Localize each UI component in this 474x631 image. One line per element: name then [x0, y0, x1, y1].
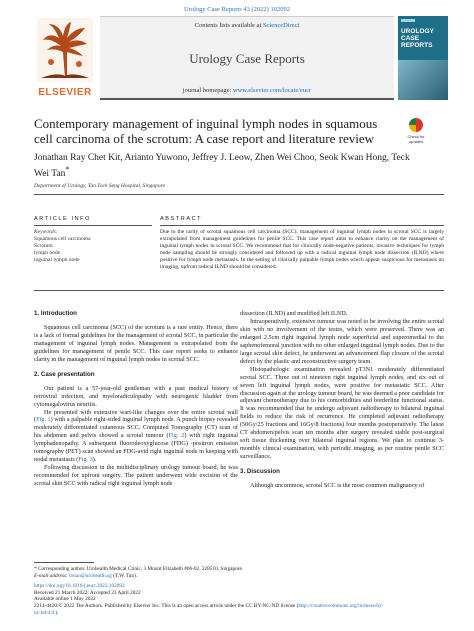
abstract-divider [160, 225, 444, 226]
abstract-heading: ABSTRACT [160, 216, 203, 222]
license-line-2 [34, 610, 444, 617]
paragraph: Our patient is a 57-year-old gentleman with a past medical history of retroviral infection, and myeloradiculopathy with neurogenic bladder from cytomegalovirus neuritis. [34, 384, 238, 408]
keyword-item: Scrotum [34, 243, 53, 249]
homepage-line [100, 87, 394, 94]
available-line: Available online 1 May 2022 [34, 596, 96, 603]
corresponding-author-mark[interactable]: * [65, 165, 70, 174]
keyword-item: inguinal lymph node [34, 257, 80, 263]
text-run: He presented with extensive wart-like changes over the entire scrotal wall ( [34, 408, 238, 424]
elsevier-logo[interactable] [34, 16, 96, 100]
paragraph: Following discussion in the multidisciplinary urology tumour board, he was recommended for upfront surgery. The patient underwent wide excision of the scrotal skin SCC with radical right inguinal lymph node [34, 464, 238, 488]
cover-mark [401, 19, 415, 22]
received-line: Received 21 March 2022; Accepted 23 April 2022 [34, 589, 141, 596]
header-divider [34, 194, 444, 195]
cover-image [398, 60, 448, 100]
keyword-item: Squamous cell carcinoma [34, 236, 91, 242]
article-info-divider [34, 225, 152, 226]
paragraph [34, 409, 238, 465]
license-end: ). [55, 609, 59, 616]
cover-title: UROLOGY CASE REPORTS [401, 28, 434, 49]
affiliation: Department of Urology, Tan Tock Seng Hospital, Singapore [34, 183, 166, 189]
email-suffix: (T.W. Tan). [111, 572, 138, 579]
footnote-block [34, 566, 444, 616]
footnote-divider [34, 562, 94, 563]
masthead [34, 16, 448, 100]
section-heading-case: 2. Case presentation [34, 370, 95, 378]
homepage-prefix: journal homepage: [182, 87, 233, 94]
email-label: E-mail address: [34, 572, 70, 579]
doi-link[interactable]: https://doi.org/10.1016/j.eucr.2022.102092 [34, 583, 125, 590]
publisher-name: ELSEVIER [38, 87, 92, 98]
contents-prefix: Contents lists available at [194, 22, 263, 29]
text-run: ). [92, 456, 97, 464]
elsevier-tree-icon [37, 18, 93, 82]
keywords-label: Keywords: [34, 229, 58, 235]
journal-cover[interactable] [398, 16, 448, 100]
text-run: ) with a palpable right-sided inguinal lymph node. A punch biopsy revealed moderately differentiated cutaneous SCC. Computed Tomography (CT) scan of his abdomen and pelvis showed a scrotal tumour ( [34, 416, 238, 440]
homepage-link[interactable]: www.elsevier.com/locate/eucr [232, 87, 312, 94]
email-line [34, 573, 444, 580]
text-run: ) with right inguinal lymphadenopathy. A subsequent fluorodeoxyglucose (FDG) -positron emission tomography (PET) scan showed an FDG-avid right inguinal node in keeping with nodal metastasis ( [34, 432, 238, 464]
author-list [34, 152, 414, 180]
article-info-heading: ARTICLE INFO [34, 216, 91, 222]
email-link[interactable]: twtan@urohealth.sg [69, 572, 112, 579]
license-link[interactable]: http://creativecommons.org/licenses/by- [298, 602, 384, 609]
journal-title: Urology Case Reports [189, 51, 305, 66]
authors-text: Jonathan Ray Chet Kit, Arianto Yuwono, Jeffrey J. Leow, Zhen Wei Choo, Seok Kwan Hong, Teck Wei Tan [34, 153, 410, 180]
check-updates-icon [409, 118, 423, 132]
figure-1-link[interactable]: Fig. 1 [36, 416, 51, 424]
paragraph: Intraoperatively, extensive tumour was noted to be involving the entire scrotal skin with no involvement of the testes, which were preserved. There was an enlarged 2.5cm right inguinal lymph node superficial and superomedial to the saphenofemoral junction with no other enlarged inguinal lymph nodes. Due to the large scrotal skin defect, he underwent an advancement flap closure of the scrotal defect by the plastic and reconstructive surgery team. [240, 317, 444, 365]
paragraph: Although uncommon, scrotal SCC is the most common malignancy of [250, 482, 425, 490]
contents-line [100, 22, 394, 29]
license-text: 2214-4420/© 2022 The Authors. Published by Elsevier Inc. This is an open access article under the CC BY-NC-ND license ( [34, 602, 299, 609]
license-line [34, 603, 444, 610]
journal-reference[interactable]: Urology Case Reports 43 (2022) 102092 [184, 6, 290, 13]
abstract-bottom-divider [34, 290, 444, 291]
check-for-updates-badge[interactable] [401, 118, 431, 148]
corresponding-author-note: * Corresponding author. Urohealth Medical Clinic, 3 Mount Elizabeth #06-02, 228510, Singapore. [34, 566, 244, 572]
body-right-column [240, 310, 444, 490]
abstract-text: Due to the rarity of scrotal squamous cell carcinoma (SCC), management of inguinal lymph nodes in scrotal SCC is largely extrapolated from management guidelines for penile SCC. This case report aims to enhance clarity on the management of inguinal lymph nodes in scrotal SCC. We recommend that for clinically node-negative patients, invasive techniques for lymph node sampling should be strongly considered and followed up with a radical inguinal lymph node dissection (ILND) where positive for lymph node metastasis. In the setting of clinically palpable lymph nodes which appear suspicious for metastasis on imaging, upfront radical ILND should be considered. [160, 229, 444, 270]
body-left-column [34, 310, 238, 488]
section-heading-discussion: 3. Discussion [240, 468, 280, 476]
section-heading-introduction: 1. Introduction [34, 310, 77, 317]
paragraph: Histopathologic examination revealed pT3N1 moderately differentiated scrotal SCC. Three out of nineteen right inguinal lymph nodes, and six out of seven left inguinal lymph nodes, were positive for metastatic SCC. After discussion again at the urology tumour board, he was deemed a poor candidate for adjuvant chemotherapy due to his comorbidities and borderline functional status. It was recommended that he undergo adjuvant radiotherapy to bilateral inguinal fields to reduce the risk of recurrence. He completed adjuvant radiotherapy (50Gy/25 fractions and 16Gy/8 fractions) four months postoperatively. The latest CT abdomen/pelvis scan ten months after surgery revealed stable post-surgical soft tissue thickening over bilateral inguinal regions. We plan to continue 3-monthly clinical examination, with periodic imaging, as per routine penile SCC surveillance. [240, 365, 444, 461]
figure-2-link[interactable]: Fig. 2 [168, 432, 185, 440]
journal-header [100, 16, 394, 100]
article-title: Contemporary management of inguinal lymph nodes in squamous cell carcinoma of the scrotum: A case report and literature review [34, 116, 378, 146]
sciencedirect-link[interactable]: ScienceDirect [262, 22, 300, 29]
paragraph: Squamous cell carcinoma (SCC) of the scrotum is a rare entity. Hence, there is a lack of formal guidelines for the management of scrotal SCC, in particular the management of inguinal lymph nodes. Management is extrapolated from the guidelines for management of penile SCC. This case report seeks to enhance clarity in the management of inguinal lymph nodes in scrotal SCC. [34, 323, 238, 363]
license-link-cont[interactable]: nc-nd/4.0/ [34, 609, 56, 616]
doi-line [34, 583, 444, 590]
figure-3-link[interactable]: Fig. 3 [78, 456, 93, 464]
keyword-item: lymph node [34, 250, 61, 256]
paragraph: dissection (ILND) and modified left ILND. [240, 310, 348, 317]
check-updates-label: Check for updates [407, 134, 425, 144]
